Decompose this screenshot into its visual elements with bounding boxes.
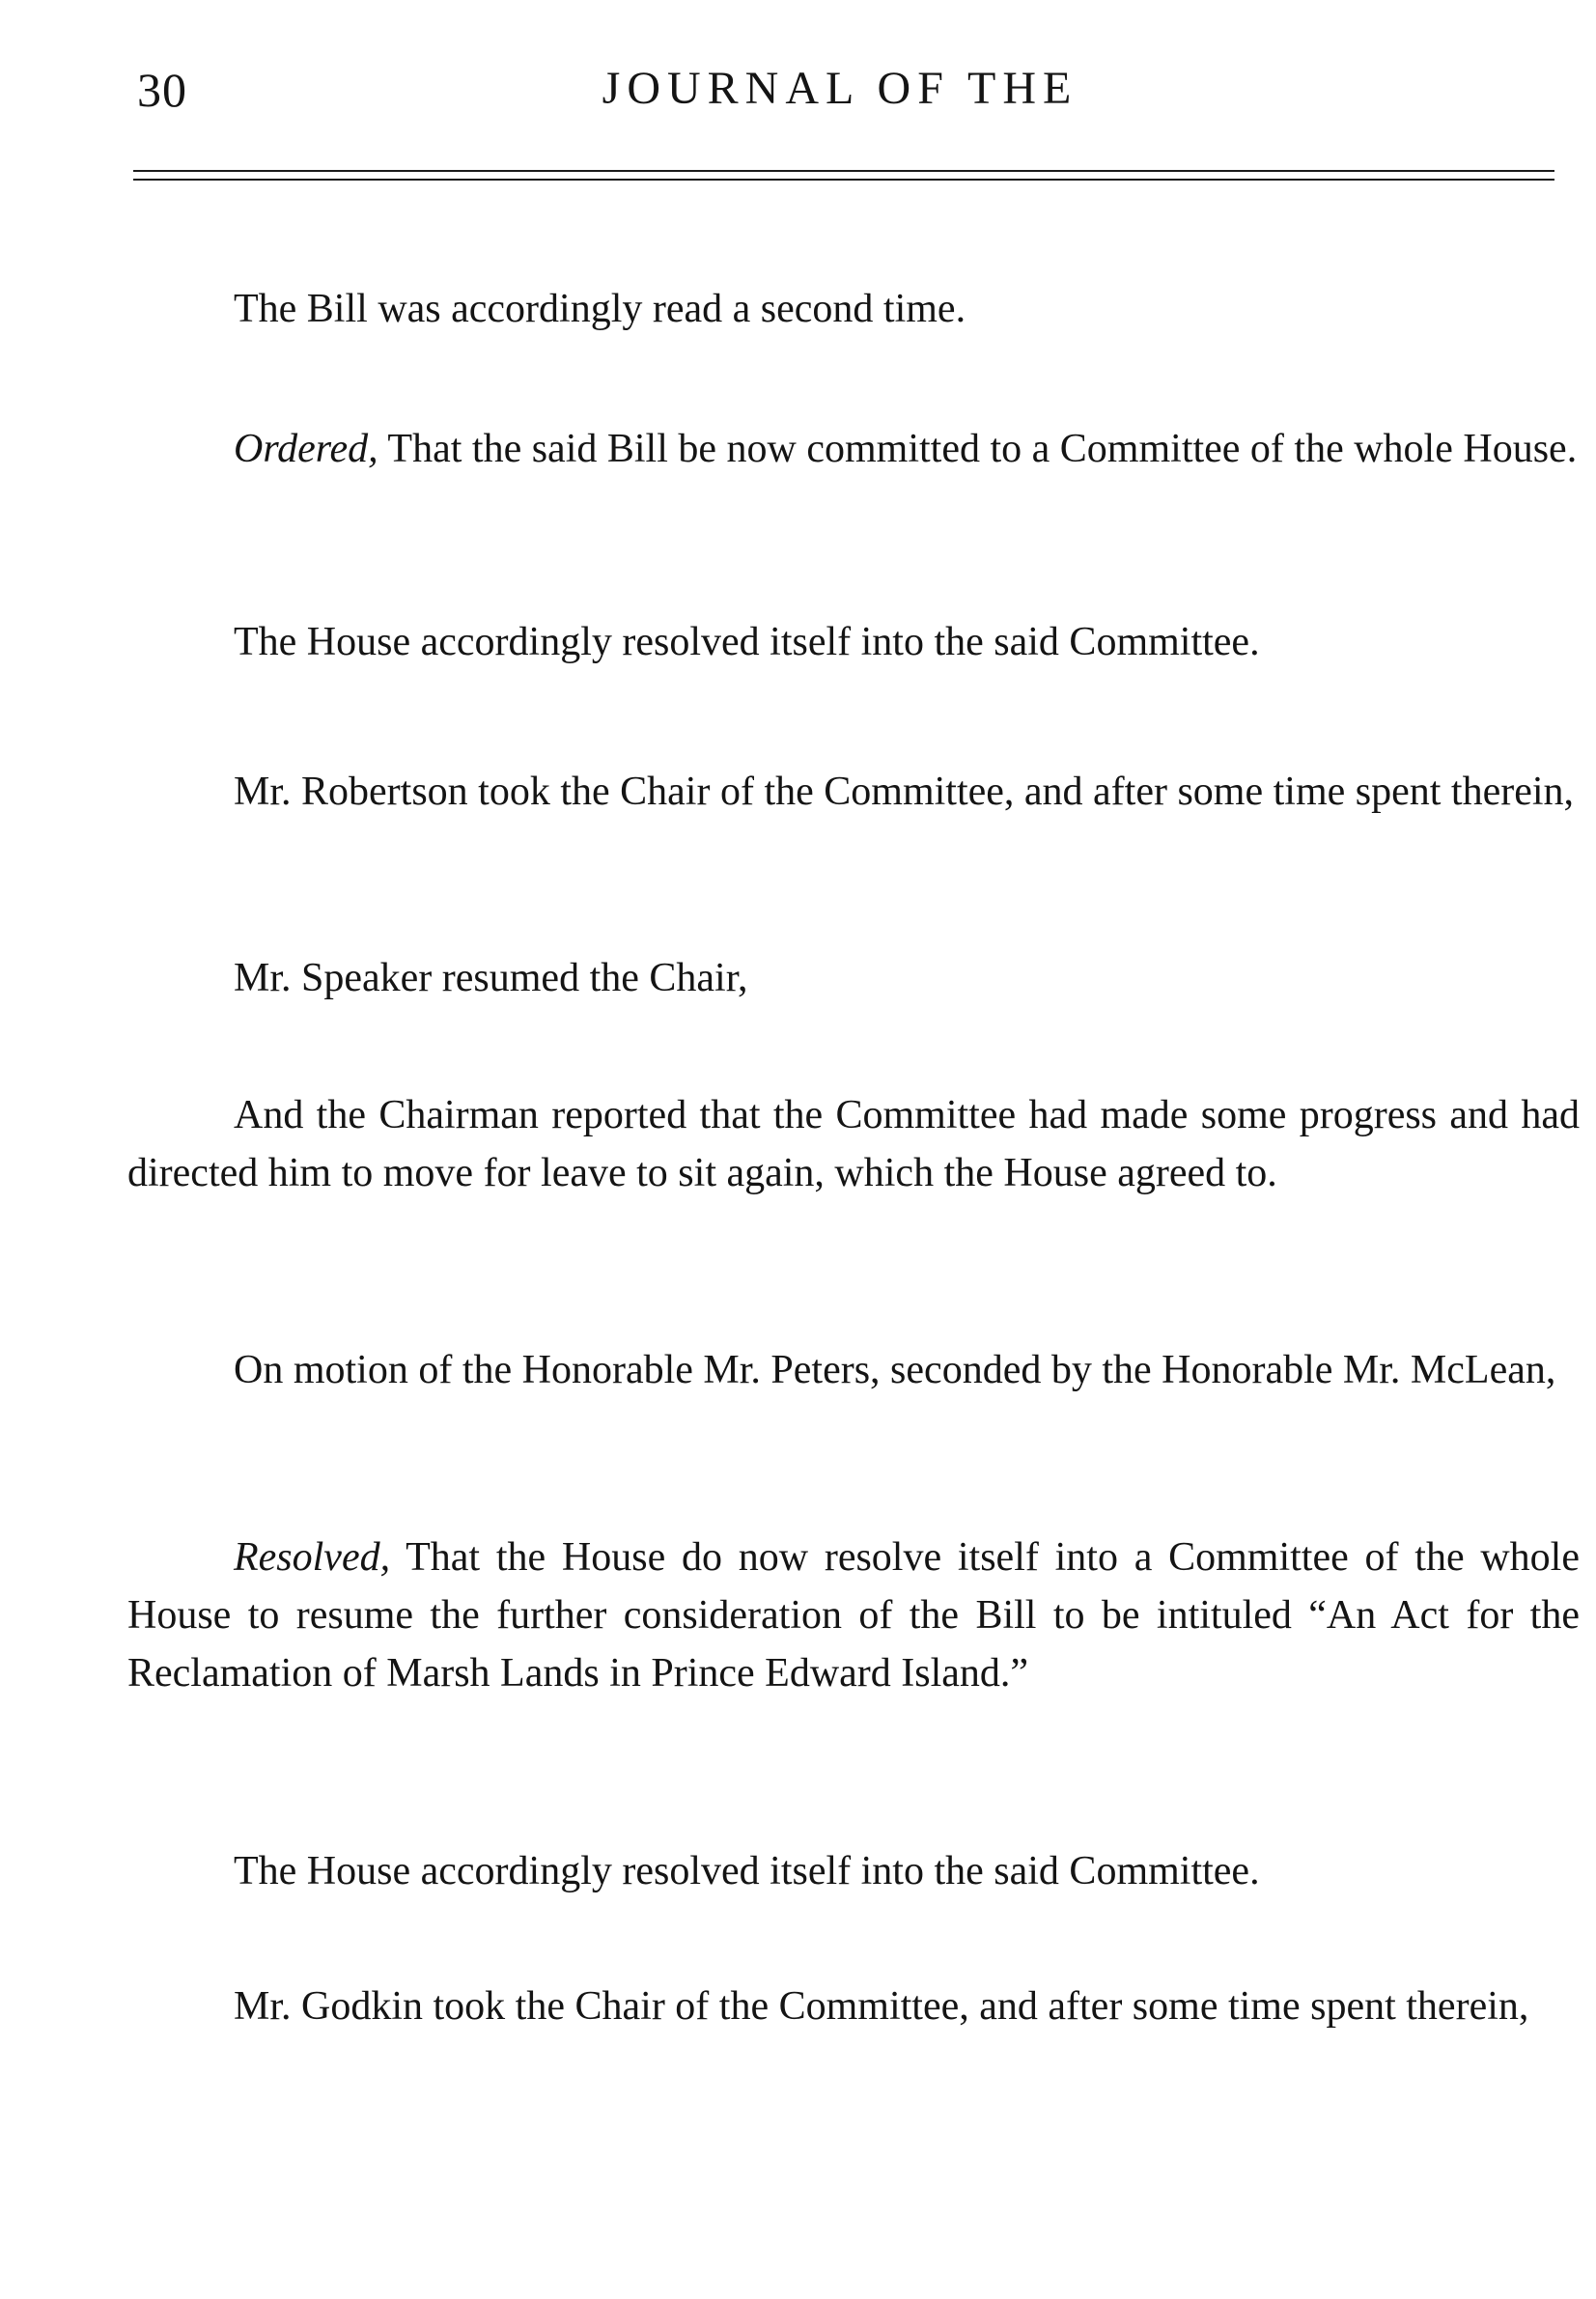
ordered-label: Ordered, — [234, 427, 378, 471]
page-number: 30 — [137, 63, 187, 117]
paragraph-house-resolved: The House accordingly resolved itself into the said Committee. — [234, 620, 1260, 664]
paragraph-house-resolved-again: The House accordingly resolved itself into the said Committee. — [234, 1849, 1260, 1893]
paragraph-robertson-chair: Mr. Robertson took the Chair of the Committee, and after some time spent therein, — [234, 770, 1575, 814]
header-rule-bottom — [133, 179, 1554, 181]
paragraph-ordered-committal: Ordered, That the said Bill be now committed to a Committee of the whole House. — [234, 427, 1578, 471]
paragraph-motion-peters: On motion of the Honorable Mr. Peters, seconded by the Honorable Mr. McLean, — [234, 1348, 1556, 1392]
running-title: JOURNAL OF THE — [602, 63, 1078, 114]
header-rule-top — [133, 170, 1554, 172]
paragraph-godkin-chair: Mr. Godkin took the Chair of the Committee, and after some time spent therein, — [234, 1984, 1529, 2029]
paragraph-second-reading: The Bill was accordingly read a second time. — [234, 287, 966, 331]
paragraph-chairman-report: And the Chairman reported that the Committee had made some progress and had directed him to move for leave to sit again, which the House agreed to. — [127, 1093, 1580, 1195]
page-header — [126, 58, 1554, 126]
resolved-label: Resolved, — [234, 1535, 391, 1580]
paragraph-speaker-resumed: Mr. Speaker resumed the Chair, — [234, 956, 748, 1000]
paragraph-resolved-committee: Resolved, That the House do now resolve itself into a Committee of the whole House to resume the further consideration of the Bill to be intituled “An Act for the Reclamation of Marsh Lands in Prince Edward Island.” — [127, 1535, 1580, 1696]
